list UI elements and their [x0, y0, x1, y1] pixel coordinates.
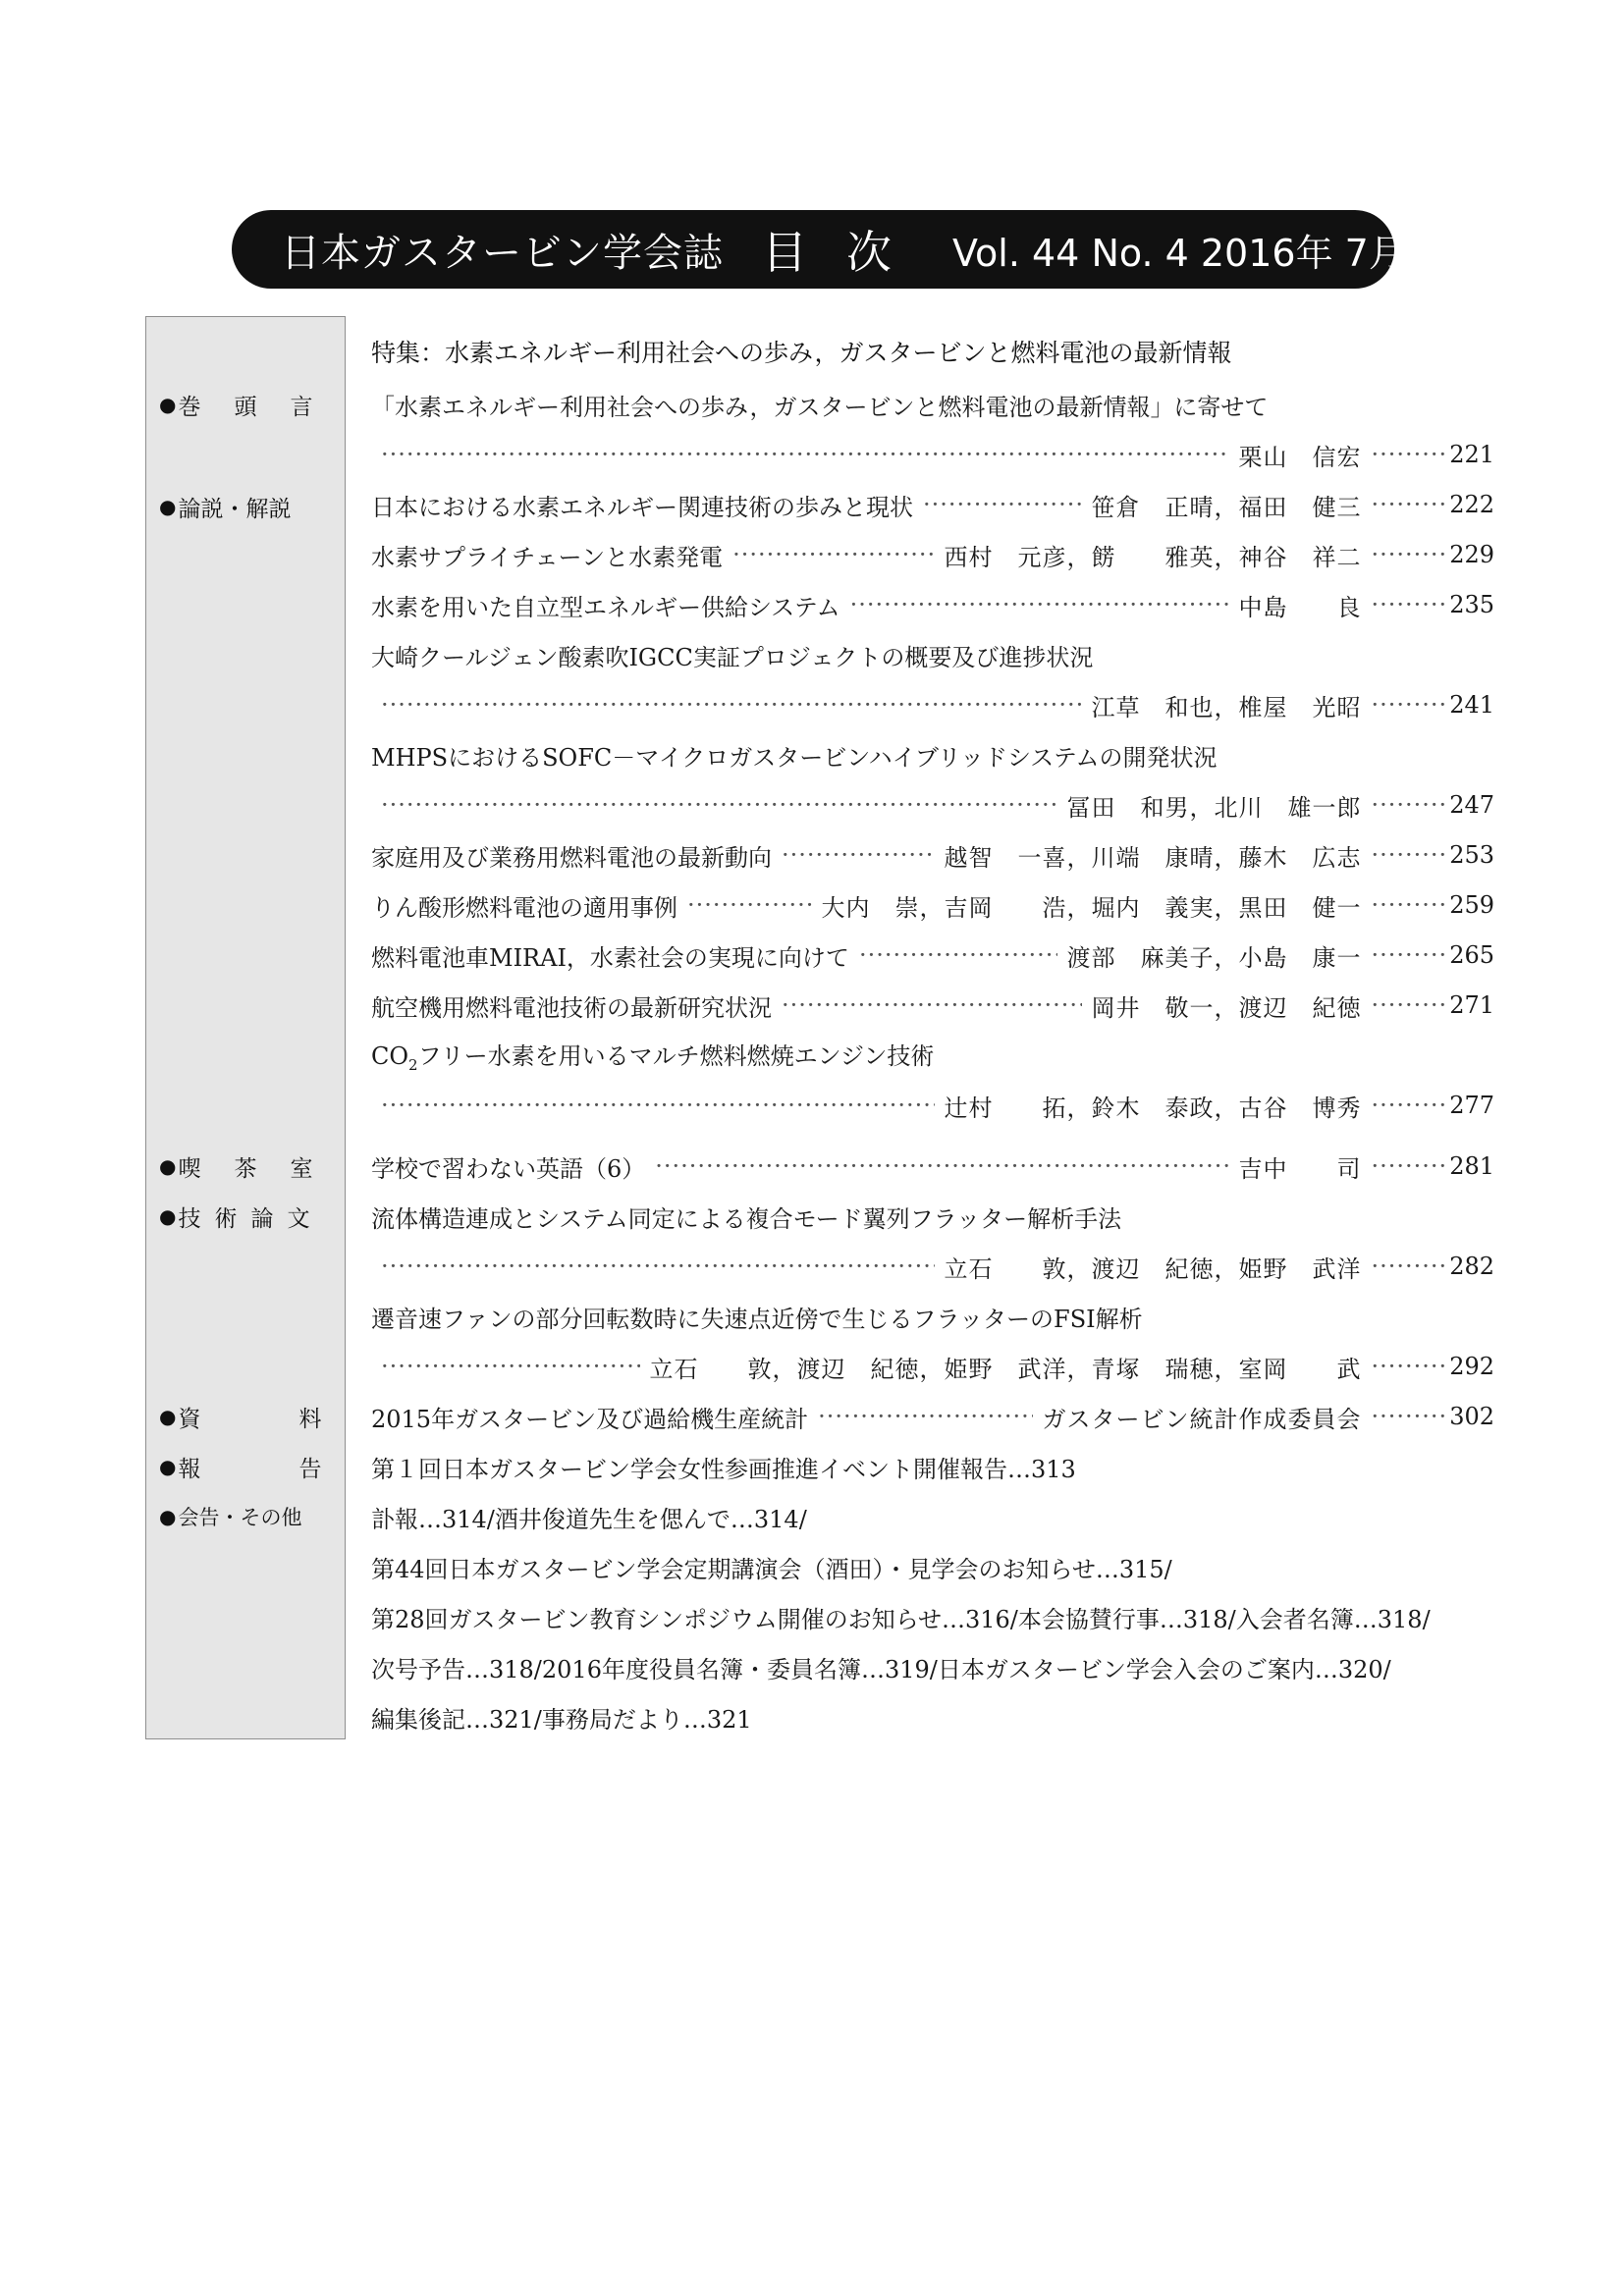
leader-dots [1372, 991, 1448, 1019]
entry-title: 大崎クールジェン酸素吹IGCC実証プロジェクトの概要及び進捗状況 [371, 643, 1094, 671]
leader-dots [1372, 491, 1448, 518]
entry-title: 水素を用いた自立型エネルギー供給システム [371, 593, 840, 621]
toc-entry-title [371, 385, 1494, 424]
leader-dots [732, 541, 934, 568]
leader-dots [1372, 1403, 1448, 1430]
leader-dots [859, 941, 1057, 969]
entry-page: 281 [1449, 1152, 1494, 1180]
entry-page: 277 [1449, 1092, 1494, 1119]
toc-entry [371, 1247, 1494, 1286]
entry-page: 235 [1449, 591, 1494, 618]
entry-page: 222 [1449, 491, 1494, 518]
entry-page: 221 [1449, 441, 1494, 468]
entry-authors: 大内 崇，吉岡 浩，堀内 義実，黒田 健一 [821, 893, 1362, 922]
entry-page: 253 [1449, 841, 1494, 869]
journal-title: 日本ガスタービン学会誌 [281, 230, 724, 276]
entry-title: 「水素エネルギー利用社会への歩み，ガスタービンと燃料電池の最新情報」に寄せて [371, 393, 1269, 421]
entry-authors: 冨田 和男，北川 雄一郎 [1066, 793, 1362, 822]
leader-dots [381, 691, 1082, 719]
toc-entry-title [371, 1036, 1494, 1075]
toc-entry [371, 435, 1494, 474]
announcement-line: 編集後記…321/事務局だより…321 [371, 1705, 752, 1734]
entry-authors: 西村 元彦，餝 雅英，神谷 祥二 [944, 543, 1362, 571]
entry-title: 学校で習わない英語（6） [371, 1154, 646, 1183]
toc-entry-title [371, 735, 1494, 774]
entry-authors: 笹倉 正晴，福田 健三 [1091, 493, 1362, 521]
section-label-kissa: ● 喫茶室 [159, 1147, 314, 1186]
leader-dots [381, 791, 1057, 819]
entry-title: りん酸形燃料電池の適用事例 [371, 893, 677, 922]
entry-page: 271 [1449, 991, 1494, 1019]
entry-authors: 岡井 敬一，渡辺 紀徳 [1091, 993, 1362, 1022]
leader-dots [1372, 841, 1448, 869]
leader-dots [923, 491, 1082, 518]
leader-dots [1372, 591, 1448, 618]
toc-entry-title [371, 635, 1494, 674]
entry-title: 燃料電池車MIRAI，水素社会の実現に向けて [371, 943, 849, 972]
leader-dots [381, 441, 1229, 468]
leader-dots [381, 1092, 935, 1119]
entry-authors: 渡部 麻美子，小島 康一 [1066, 943, 1362, 972]
leader-dots [655, 1152, 1228, 1180]
toc-entry [371, 1347, 1494, 1386]
entry-page: 292 [1449, 1353, 1494, 1380]
entry-authors: 越智 一喜，川端 康晴，藤木 広志 [944, 843, 1362, 872]
leader-dots [850, 591, 1229, 618]
entry-page: 241 [1449, 691, 1494, 719]
section-label-shiryo: ● 資料 [159, 1397, 314, 1436]
leader-dots [1372, 1353, 1448, 1380]
entry-title: 流体構造連成とシステム同定による複合モード翼列フラッター解析手法 [371, 1204, 1122, 1233]
announcement-line: 次号予告…318/2016年度役員名簿・委員名簿…319/日本ガスタービン学会入会のご案内…320/ [371, 1655, 1391, 1683]
toc-entry [371, 885, 1494, 925]
toc-entry-title [371, 1297, 1494, 1336]
section-label-gijutsu: ● 技術論文 [159, 1197, 314, 1236]
toc-entry [371, 485, 1494, 524]
entry-authors: 立石 敦，渡辺 紀徳，姫野 武洋，青塚 瑞穂，室岡 武 [649, 1355, 1362, 1383]
entry-page: 247 [1449, 791, 1494, 819]
toc-entry [371, 585, 1494, 624]
special-issue-title: 特集：水素エネルギー利用社会への歩み，ガスタービンと燃料電池の最新情報 [371, 339, 1232, 367]
toc-entry [371, 1147, 1494, 1186]
leader-dots [782, 991, 1082, 1019]
entry-title: 水素サプライチェーンと水素発電 [371, 543, 724, 571]
toc-entry [371, 785, 1494, 825]
toc-entry [371, 1397, 1494, 1436]
entry-title: 家庭用及び業務用燃料電池の最新動向 [371, 843, 772, 872]
leader-dots [381, 1253, 935, 1280]
entry-authors: 中島 良 [1238, 593, 1362, 621]
entry-page: 302 [1449, 1403, 1494, 1430]
entry-title: 日本における水素エネルギー関連技術の歩みと現状 [371, 493, 913, 521]
section-label-text: 巻頭言 [178, 394, 347, 420]
section-label-ronsetsu: ● 論説・解説 [159, 487, 314, 526]
toc-entry [371, 1086, 1494, 1125]
entry-page: 282 [1449, 1253, 1494, 1280]
entry-authors: 江草 和也，椎屋 光昭 [1091, 693, 1362, 721]
leader-dots [818, 1403, 1032, 1430]
toc-header-banner [232, 210, 1406, 289]
entry-page: 265 [1449, 941, 1494, 969]
section-label-kantougen: ● 巻頭言 [159, 385, 314, 424]
entry-authors: 辻村 拓，鈴木 泰政，古谷 博秀 [944, 1094, 1362, 1122]
entry-authors: 立石 敦，渡辺 紀徳，姫野 武洋 [944, 1255, 1362, 1283]
toc-entry [371, 535, 1494, 574]
toc-entry-title [371, 1197, 1494, 1236]
section-label-text: 報告 [178, 1456, 420, 1482]
entry-authors: 吉中 司 [1238, 1154, 1362, 1183]
entry-page: 259 [1449, 891, 1494, 919]
leader-dots [1372, 891, 1448, 919]
toc-entry [371, 986, 1494, 1025]
leader-dots [1372, 941, 1448, 969]
section-label-text: 論説・解説 [178, 496, 292, 522]
section-label-kaikoku: ● 会告・その他 [159, 1497, 314, 1536]
toc-entry [371, 935, 1494, 975]
leader-dots [381, 1353, 640, 1380]
section-label-hokoku: ● 報告 [159, 1447, 314, 1486]
section-label-text: 技術論文 [178, 1205, 324, 1232]
leader-dots [1372, 1092, 1448, 1119]
leader-dots [782, 841, 935, 869]
entry-authors: ガスタービン統計作成委員会 [1042, 1405, 1362, 1433]
announcement-line: 第44回日本ガスタービン学会定期講演会（酒田）・見学会のお知らせ…315/ [371, 1555, 1172, 1583]
announcement-line: 訃報…314/酒井俊道先生を偲んで…314/ [371, 1505, 807, 1533]
volume-info: Vol. 44 No. 4 2016年 7月 [952, 231, 1406, 275]
entry-title: 遷音速ファンの部分回転数時に失速点近傍で生じるフラッターのFSI解析 [371, 1305, 1143, 1333]
leader-dots [1372, 691, 1448, 719]
leader-dots [1372, 1152, 1448, 1180]
entry-title: MHPSにおけるSOFC－マイクロガスタービンハイブリッドシステムの開発状況 [371, 743, 1218, 772]
entry-page: 229 [1449, 541, 1494, 568]
section-label-text: 喫茶室 [178, 1155, 347, 1182]
entry-title: 2015年ガスタービン及び過給機生産統計 [371, 1405, 809, 1433]
leader-dots [687, 891, 812, 919]
toc-entry [371, 835, 1494, 875]
entry-title: $CO_2$フリー水素を用いるマルチ燃料燃焼エンジン技術 [371, 1042, 935, 1074]
toc-entry [371, 685, 1494, 724]
section-label-text: 会告・その他 [178, 1506, 302, 1529]
toc-title: 目次 [762, 226, 931, 279]
report-line: 第１回日本ガスタービン学会女性参画推進イベント開催報告…313 [371, 1455, 1076, 1483]
leader-dots [1372, 441, 1448, 468]
leader-dots [1372, 1253, 1448, 1280]
entry-title: 航空機用燃料電池技術の最新研究状況 [371, 993, 772, 1022]
leader-dots [1372, 791, 1448, 819]
announcement-line: 第28回ガスタービン教育シンポジウム開催のお知らせ…316/本会協賛行事…318/入会者名簿…318/ [371, 1605, 1431, 1633]
leader-dots [1372, 541, 1448, 568]
entry-authors: 栗山 信宏 [1238, 443, 1362, 471]
section-label-text: 資料 [178, 1406, 420, 1432]
